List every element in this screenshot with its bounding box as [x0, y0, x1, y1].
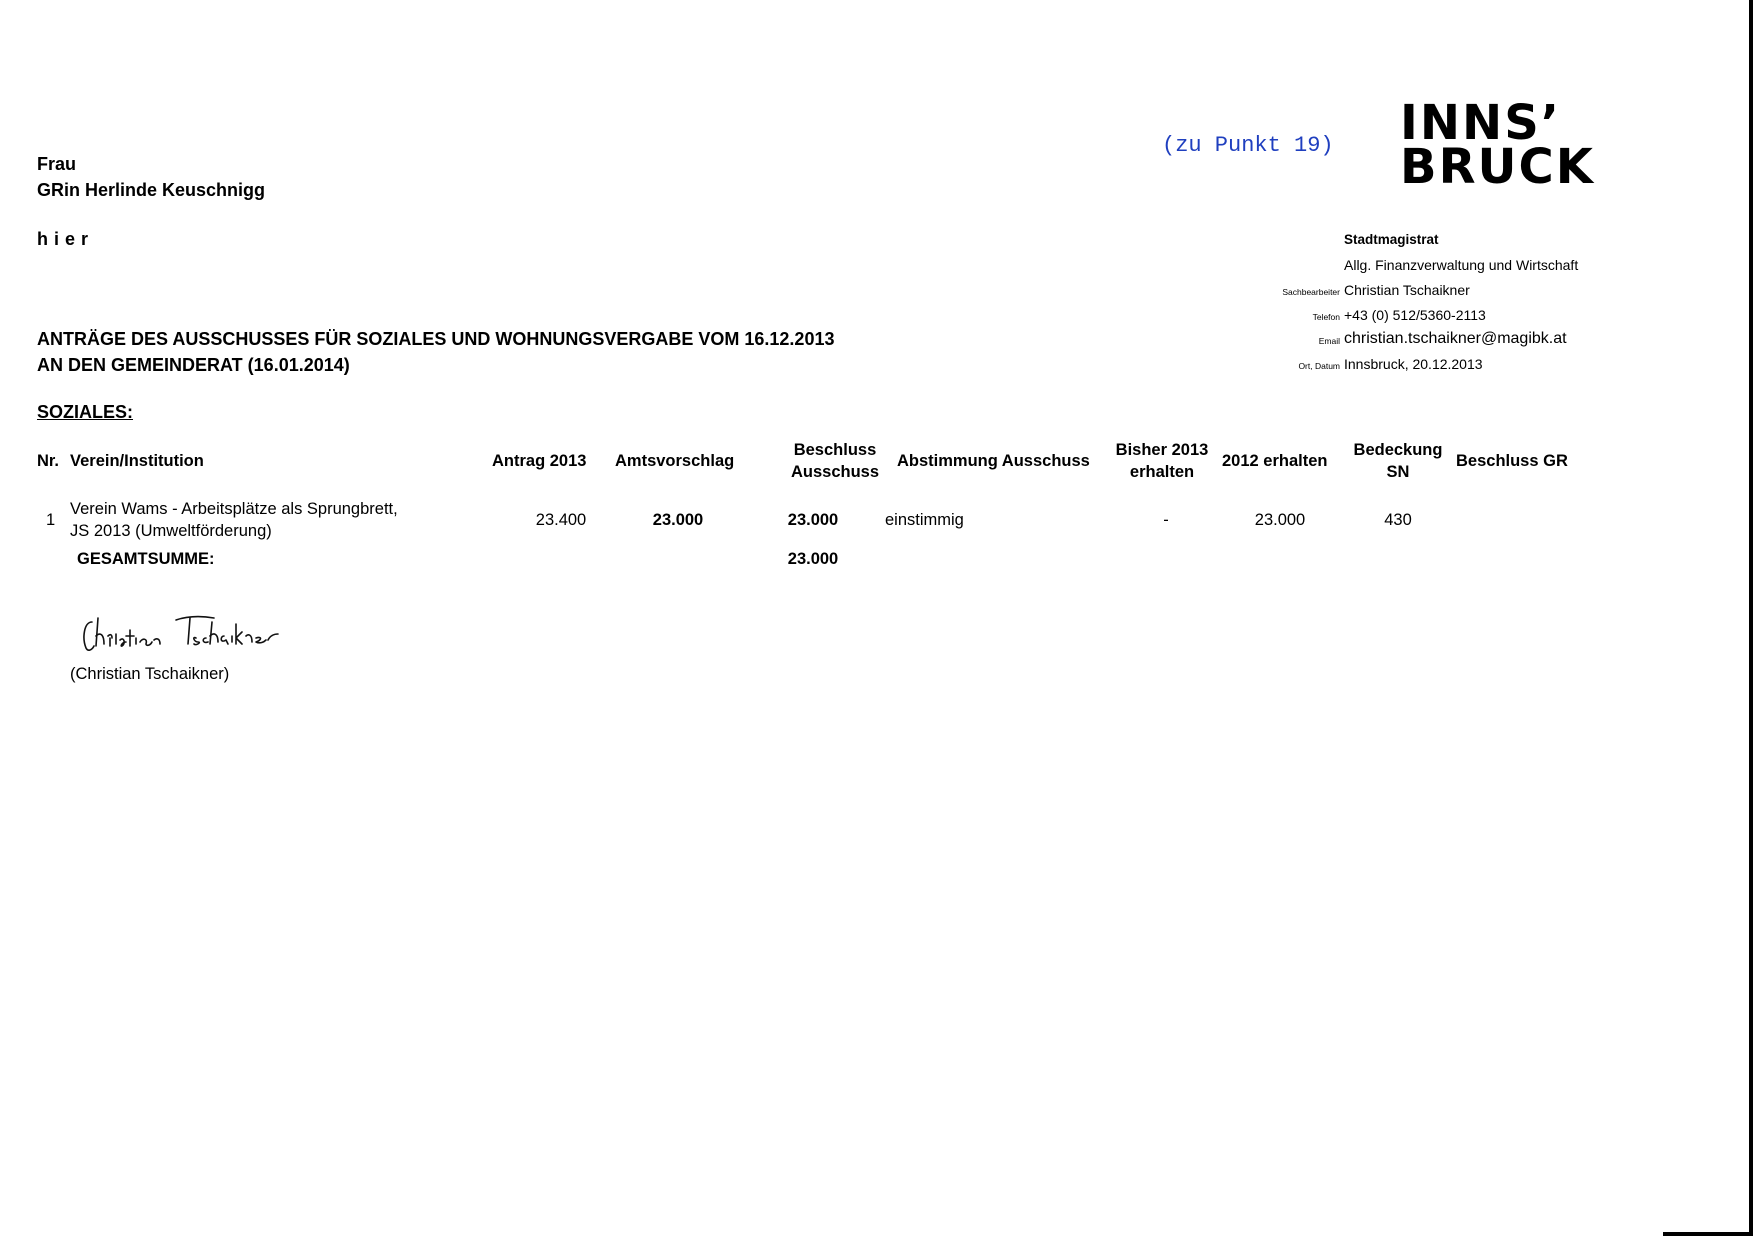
- cell-verein-line-2: JS 2013 (Umweltförderung): [70, 522, 272, 540]
- contact-label-email: Email: [1318, 336, 1340, 346]
- department-title: Stadtmagistrat: [1344, 232, 1439, 247]
- stamp-reference: (zu Punkt 19): [1162, 133, 1334, 158]
- header-bedeckung-line-2: SN: [1386, 463, 1410, 481]
- header-beschluss-ausschuss-line-1: Beschluss: [793, 441, 877, 459]
- total-value: 23.000: [787, 550, 839, 568]
- cell-bisher: -: [1163, 511, 1169, 529]
- header-abstimmung: Abstimmung Ausschuss: [897, 452, 1090, 470]
- signature-printed-name: (Christian Tschaikner): [70, 665, 230, 683]
- department-name: Allg. Finanzverwaltung und Wirtschaft: [1344, 257, 1579, 273]
- section-heading: SOZIALES:: [37, 402, 134, 422]
- logo-line-1: INNS’: [1400, 95, 1562, 151]
- header-beschluss-ausschuss-line-2: Ausschuss: [790, 463, 880, 481]
- page-corner-border: [1663, 0, 1753, 1236]
- contact-value-phone: +43 (0) 512/5360-2113: [1344, 307, 1486, 323]
- header-beschluss-gr: Beschluss GR: [1456, 452, 1568, 470]
- handwritten-signature: [78, 600, 288, 660]
- header-bisher-line-2: erhalten: [1129, 463, 1195, 481]
- header-erhalten-2012: 2012 erhalten: [1222, 452, 1328, 470]
- cell-abstimmung: einstimmig: [885, 511, 964, 529]
- total-label: GESAMTSUMME:: [77, 550, 215, 568]
- innsbruck-logo: [1400, 95, 1595, 195]
- header-bedeckung: [1344, 439, 1452, 483]
- recipient-salutation: Frau: [37, 154, 77, 174]
- cell-beschluss-ausschuss: 23.000: [787, 511, 839, 529]
- header-bisher-erhalten: [1108, 439, 1216, 483]
- header-nr: Nr.: [37, 452, 60, 470]
- contact-label-date: Ort, Datum: [1298, 361, 1340, 371]
- contact-value-email[interactable]: christian.tschaikner@magibk.at: [1344, 330, 1567, 347]
- header-verein: Verein/Institution: [70, 452, 204, 470]
- header-bisher-line-1: Bisher 2013: [1115, 441, 1209, 459]
- contact-value-date: Innsbruck, 20.12.2013: [1344, 356, 1483, 372]
- cell-verein-line-1: Verein Wams - Arbeitsplätze als Sprungbrett,: [70, 500, 398, 518]
- cell-erhalten-2012: 23.000: [1254, 511, 1306, 529]
- header-antrag: Antrag 2013: [492, 452, 587, 470]
- contact-label-phone: Telefon: [1312, 312, 1340, 322]
- cell-amtsvorschlag: 23.000: [652, 511, 704, 529]
- contact-label-clerk: Sachbearbeiter: [1282, 287, 1340, 297]
- logo-line-2: BRUCK: [1400, 139, 1595, 195]
- header-amtsvorschlag: Amtsvorschlag: [615, 452, 735, 470]
- header-bedeckung-line-1: Bedeckung: [1353, 441, 1443, 459]
- recipient-location: hier: [37, 229, 95, 249]
- document-title-line-2: AN DEN GEMEINDERAT (16.01.2014): [37, 355, 350, 375]
- header-beschluss-ausschuss: [776, 439, 894, 483]
- contact-value-clerk: Christian Tschaikner: [1344, 282, 1470, 298]
- document-title-line-1: ANTRÄGE DES AUSSCHUSSES FÜR SOZIALES UND WOHNUNGSVERGABE VOM 16.12.2013: [37, 329, 835, 349]
- cell-bedeckung: 430: [1384, 511, 1412, 529]
- recipient-name: GRin Herlinde Keuschnigg: [37, 180, 266, 200]
- cell-antrag: 23.400: [535, 511, 587, 529]
- cell-nr: 1: [46, 511, 56, 529]
